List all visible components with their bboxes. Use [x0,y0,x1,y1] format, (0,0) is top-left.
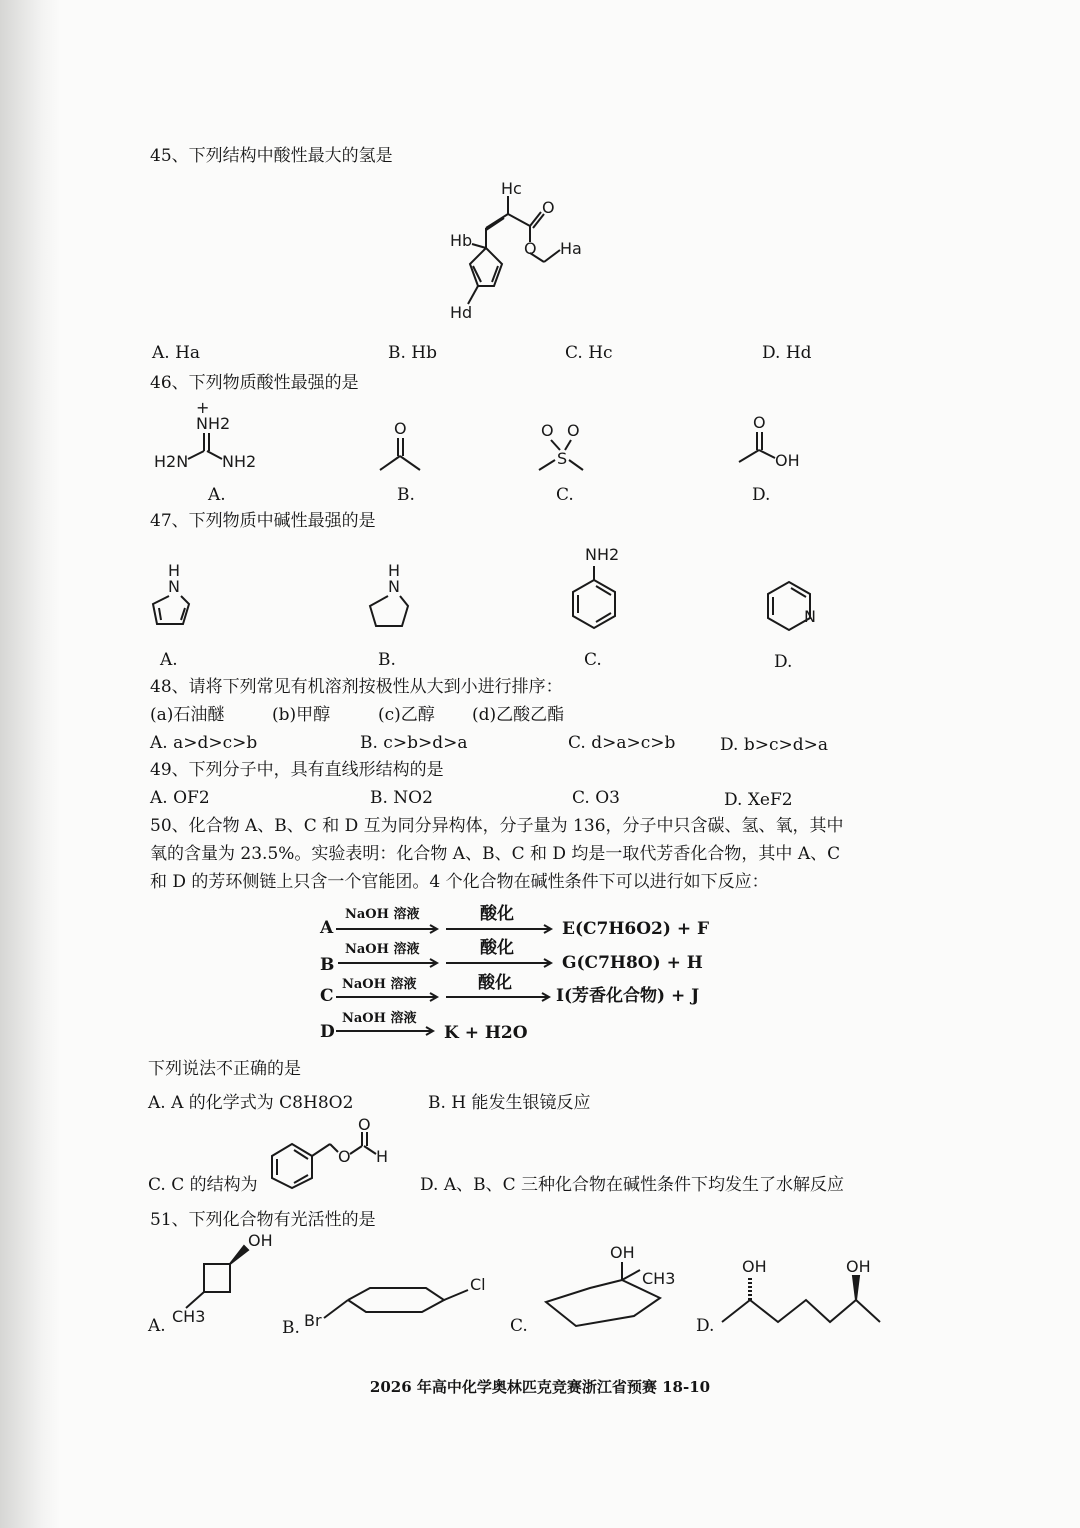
q45-option-d[interactable]: D. Hd [762,343,812,363]
q51-option-b[interactable]: B. [282,1318,300,1338]
q48-option-c[interactable]: C. d>a>c>b [568,733,676,753]
q46-option-c[interactable]: C. [556,485,574,505]
q49-stem: 49、下列分子中，具有直线形结构的是 [150,760,444,780]
q50-option-a[interactable]: A. A 的化学式为 C8H8O2 [148,1093,354,1113]
q45-hb-label: Hb [450,231,473,250]
rxn-c-acid: 酸化 [478,973,512,993]
q46-b-o-label: O [394,419,407,438]
q46-d-o-label: O [753,413,766,432]
rxn-c-reagent: NaOH 溶液 [342,977,417,992]
q50-line3: 和 D 的芳环侧链上只含一个官能团。4 个化合物在碱性条件下可以进行如下反应： [150,872,769,892]
q51-b-cl-label: Cl [470,1275,486,1294]
q45-option-a[interactable]: A. Ha [152,343,201,363]
q46-nh2plus-label: NH2 [196,414,231,433]
rxn-b-start: B [320,955,335,975]
q50-option-c[interactable]: C. C 的结构为 [148,1175,258,1195]
q51-stem: 51、下列化合物有光活性的是 [150,1210,376,1230]
q50-option-b[interactable]: B. H 能发生银镜反应 [428,1093,591,1113]
q48-option-a[interactable]: A. a>d>c>b [150,733,258,753]
rxn-b-reagent: NaOH 溶液 [345,942,420,957]
q47-b-n-label: N [388,577,400,596]
q47-option-c[interactable]: C. [584,650,602,670]
q51-d-oh1-label: OH [742,1257,767,1276]
q50-ask: 下列说法不正确的是 [148,1059,301,1079]
q50-option-d[interactable]: D. A、B、C 三种化合物在碱性条件下均发生了水解反应 [420,1175,845,1195]
rxn-d-reagent: NaOH 溶液 [342,1011,417,1026]
q46-plus: + [196,398,210,417]
q51-d-oh2-label: OH [846,1257,871,1276]
q51-c-oh-label: OH [610,1243,635,1262]
rxn-b-product: G(C7H8O) + H [562,953,703,973]
q48-item-b: (b)甲醇 [272,705,331,725]
q51-a-ch3-label: CH3 [172,1307,206,1326]
q50-line2: 氧的含量为 23.5%。实验表明：化合物 A、B、C 和 D 均是一取代芳香化合物，其中 A、C [150,844,841,864]
q49-option-b[interactable]: B. NO2 [370,788,433,808]
rxn-a-product: E(C7H6O2) + F [562,919,710,939]
q45-option-c[interactable]: C. Hc [565,343,613,363]
q46-h2n-label: H2N [154,452,189,471]
q46-option-b[interactable]: B. [397,485,415,505]
q48-item-d: (d)乙酸乙酯 [472,705,565,725]
q46-option-d[interactable]: D. [752,485,771,505]
rxn-b-acid: 酸化 [480,938,514,958]
q46-nh2-label: NH2 [222,452,257,471]
q48-option-b[interactable]: B. c>b>d>a [360,733,468,753]
rxn-a-start: A [320,918,334,938]
q49-option-a[interactable]: A. OF2 [150,788,210,808]
q49-option-c[interactable]: C. O3 [572,788,620,808]
q51-option-a[interactable]: A. [148,1316,166,1336]
rxn-c-product: I(芳香化合物) + J [556,986,700,1006]
q47-a-n-label: N [168,577,180,596]
q48-stem: 48、请将下列常见有机溶剂按极性从大到小进行排序： [150,677,563,697]
page-footer: 2026 年高中化学奥林匹克竞赛浙江省预赛 18-10 [369,1378,711,1396]
q46-c-o1-label: O [541,421,554,440]
q50-line1: 50、化合物 A、B、C 和 D 互为同分异构体，分子量为 136，分子中只含碳、氢、氧，其中 [150,816,844,836]
q47-d-n-label: N [804,607,816,626]
q46-stem: 46、下列物质酸性最强的是 [150,373,359,393]
q45-hd-label: Hd [450,303,473,322]
q51-option-d[interactable]: D. [696,1316,715,1336]
q45-hc-label: Hc [501,179,522,198]
q47-a-h-label: H [168,561,181,580]
q47-option-a[interactable]: A. [160,650,178,670]
q47-b-h-label: H [388,561,401,580]
q48-option-d[interactable]: D. b>c>d>a [720,735,828,755]
q50-c-h-label: H [376,1147,389,1166]
q47-option-b[interactable]: B. [378,650,396,670]
q46-c-s-label: S [557,449,568,468]
rxn-d-start: D [320,1022,335,1042]
q50-c-o2-label: O [358,1115,371,1134]
q47-c-nh2-label: NH2 [585,545,620,564]
q49-option-d[interactable]: D. XeF2 [724,790,793,810]
rxn-c-start: C [320,986,334,1006]
q51-c-ch3-label: CH3 [642,1269,676,1288]
q51-structure-a [170,1231,273,1326]
q50-c-o-label: O [338,1147,351,1166]
q46-d-oh-label: OH [775,451,800,470]
q51-structure-c [540,1240,690,1340]
q51-b-br-label: Br [304,1311,322,1330]
q48-item-a: (a)石油醚 [150,705,225,725]
q51-structure-d [720,1256,890,1336]
q50-option-c-structure [270,1115,400,1192]
q45-stem: 45、下列结构中酸性最大的氢是 [150,146,393,166]
q45-o2-label: O [524,239,537,258]
rxn-d-product: K + H2O [444,1023,528,1043]
q51-option-c[interactable]: C. [510,1316,528,1336]
rxn-a-acid: 酸化 [480,904,514,924]
q47-stem: 47、下列物质中碱性最强的是 [150,511,376,531]
q45-option-b[interactable]: B. Hb [388,343,438,363]
q51-structure-b [302,1268,502,1338]
q45-o1-label: O [542,198,555,217]
q46-c-o2-label: O [567,421,580,440]
rxn-a-reagent: NaOH 溶液 [345,907,420,922]
q48-item-c: (c)乙醇 [378,705,435,725]
q51-a-oh-label: OH [248,1231,273,1250]
q47-option-d[interactable]: D. [774,652,793,672]
q46-option-a[interactable]: A. [208,485,226,505]
q45-ha-label: Ha [560,239,582,258]
